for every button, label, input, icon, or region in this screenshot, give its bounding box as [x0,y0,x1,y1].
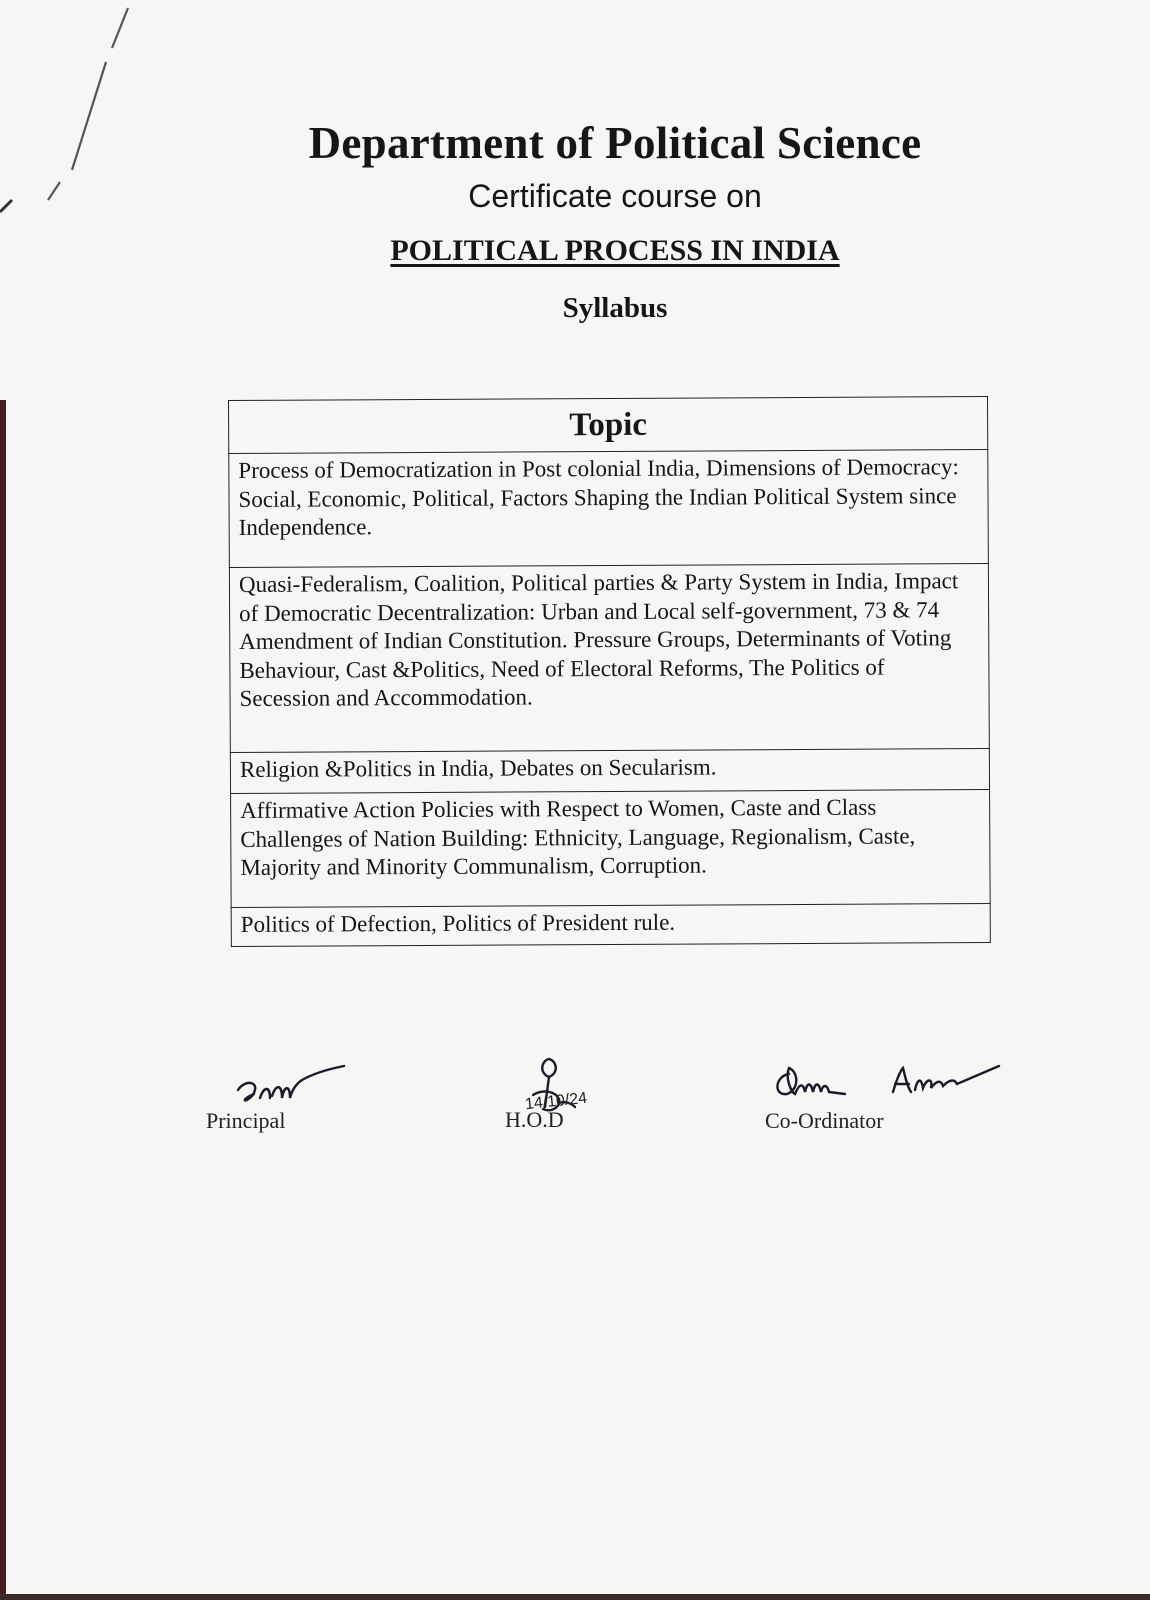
coordinator-signature-block [765,1060,1025,1160]
course-title-text: POLITICAL PROCESS IN INDIA [390,234,840,267]
hod-label: H.O.D [505,1107,564,1132]
hod-signature-block [505,1055,645,1155]
table-header-topic: Topic [229,397,988,454]
table-row [229,450,989,568]
table-row [231,904,990,947]
topic-cell: Religion &Politics in India, Debates on Secularism. [230,749,989,794]
syllabus-heading: Syllabus [562,292,668,324]
principal-signature-block [206,1060,366,1150]
topic-cell: Affirmative Action Policies with Respect to Women, Caste and Class Challenges of Nation Building: Ethnicity, Language, Regionalism, Caste, Majority and Minority Communalism, Corruption. [231,790,991,908]
principal-label: Principal [206,1108,286,1133]
topic-cell: Process of Democratization in Post colonial India, Dimensions of Democracy: Social, Economic, Political, Factors Shaping the Indian Political System since Independence. [229,450,989,568]
coordinator-label: Co-Ordinator [765,1108,884,1133]
coordinator-signature [765,1054,1025,1114]
syllabus-table [228,396,991,947]
topic-cell: Quasi-Federalism, Coalition, Political parties & Party System in India, Impact of Democratic Decentralization: Urban and Local self-government, 73 & 74 Amendment of Indian Constitution. Pressure Groups, Determinants of Voting Behaviour, Cast &Politics, Need of Electoral Reforms, The Politics of Secession and Accommodation. [229,564,989,753]
page-edge-bottom [0,1594,1150,1600]
table-row [230,749,989,794]
course-title [0,234,1150,268]
hod-date: 14/10/24 [524,1089,588,1114]
topic-cell: Politics of Defection, Politics of President rule. [231,904,990,947]
table-row [231,790,991,908]
department-title: Department of Political Science [308,118,922,168]
table-row [229,564,989,753]
page-edge-left [0,400,6,1600]
course-subtitle: Certificate course on [468,178,762,214]
